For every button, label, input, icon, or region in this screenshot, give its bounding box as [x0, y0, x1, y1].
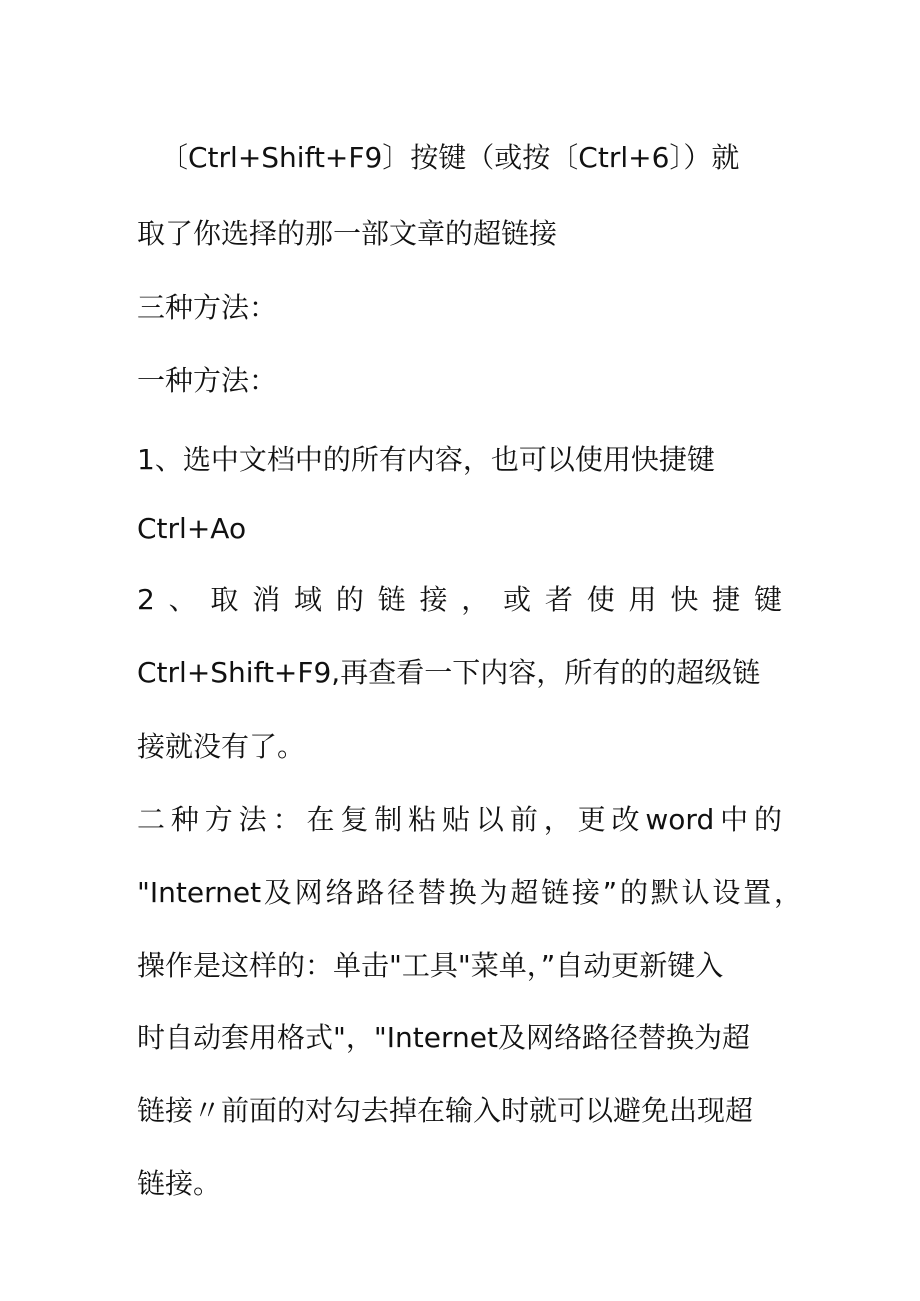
text-line-12: 操作是这样的：单击"工具"菜单，”自动更新键入 [137, 949, 724, 982]
text-line-6: Ctrl+Ao [137, 512, 247, 545]
text-line-7: 2、取消域的链接，或者使用快捷键 [137, 583, 782, 616]
text-line-14: 链接〃前面的对勾去掉在输入时就可以避免出现超 [137, 1094, 754, 1127]
text-line-10: 二种方法：在复制粘贴以前，更改word中的 [137, 803, 782, 836]
text-line-15: 链接。 [137, 1167, 222, 1200]
text-line-9: 接就没有了。 [137, 730, 306, 763]
text-line-3: 三种方法： [137, 291, 278, 324]
text-line-8: Ctrl+Shift+F9,再查看一下内容，所有的的超级链 [137, 656, 761, 689]
text-line-4: 一种方法： [137, 364, 278, 397]
text-line-5: 1、选中文档中的所有内容，也可以使用快捷键 [137, 443, 715, 476]
text-line-13: 时自动套用格式"，"Internet及网络路径替换为超 [137, 1021, 750, 1054]
text-line-11: "Internet及网络路径替换为超链接”的默认设置， [137, 876, 802, 909]
text-line-2: 取了你选择的那一部文章的超链接 [137, 217, 558, 250]
text-line-1: 〔Ctrl+Shift+F9〕按键（或按〔Ctrl+6〕）就 [160, 141, 740, 174]
